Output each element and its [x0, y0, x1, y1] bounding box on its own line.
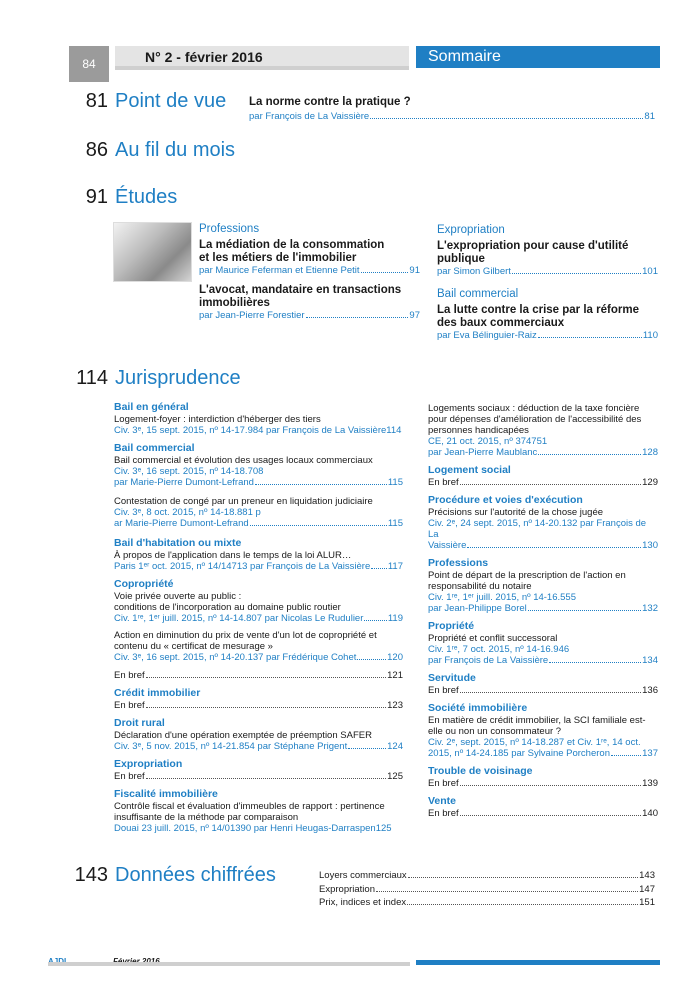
toc-entry[interactable]: Bail commercial Bail commercial et évolution des usages locaux commerciaux Civ. 3ᵉ, 16 sept. 2015, nº 14-18.708 par Marie-Pierre Dumont-Lefrand 115 — [114, 442, 403, 488]
toc-entry[interactable]: Action en diminution du prix de vente d'un lot de copropriété et contenu du « certificat de mesurage » Civ. 3ᵉ, 16 sept. 2015, nº 14-20.137 par Frédérique Cohet 120 — [114, 630, 403, 663]
article-photo — [113, 222, 192, 282]
article-ref: En bref 140 — [428, 808, 658, 819]
article-ref: En bref 129 — [428, 477, 658, 488]
article-ref: En bref 123 — [114, 700, 403, 711]
article-ref: Douai 23 juill. 2015, nº 14/01390 par Henri Heugas-Darraspen 125 — [114, 823, 392, 834]
article-ref: En bref 139 — [428, 778, 658, 789]
toc-entry[interactable] — [249, 96, 655, 122]
header-divider — [115, 66, 409, 70]
etudes-right — [437, 223, 658, 341]
article-ref: par Jean-Pierre Forestier 97 — [199, 310, 420, 321]
article-ref: par Maurice Feferman et Etienne Petit 91 — [199, 265, 420, 276]
article-ref: par Simon Gilbert 101 — [437, 266, 658, 277]
article-ref: Civ. 3ᵉ, 16 sept. 2015, nº 14-20.137 par Frédérique Cohet 120 — [114, 652, 403, 663]
article-ref: Paris 1ᵉʳ oct. 2015, nº 14/14713 par François de La Vaissière 117 — [114, 561, 403, 572]
article-ref: par Jean-Philippe Borel 132 — [428, 603, 658, 614]
category-label: Professions — [199, 223, 260, 235]
toc-entry[interactable]: Prix, indices et index 151 — [319, 897, 655, 908]
section-number: 114 — [76, 367, 108, 389]
section-number: 81 — [85, 90, 108, 112]
toc-entry[interactable]: L'expropriation pour cause d'utilité publique par Simon Gilbert 101 — [437, 240, 658, 277]
article-ref: En bref 121 — [114, 670, 403, 681]
toc-entry[interactable]: Professions Point de départ de la prescription de l'action en responsabilité du notaire Civ. 1ʳᵉ, 1ᵉʳ juill. 2015, nº 14-16.555 par Jean-Philippe Borel 132 — [428, 557, 658, 614]
toc-entry[interactable]: Copropriété Voie privée ouverte au public : conditions de l'incorporation au domaine public routier Civ. 1ʳᵉ, 1ᵉʳ juill. 2015, nº 14-14.807 par Nicolas Le Rudulier 119 — [114, 578, 403, 624]
article-ref: ar Marie-Pierre Dumont-Lefrand 115 — [114, 518, 403, 529]
juris-left — [114, 401, 403, 834]
article-ref: En bref 136 — [428, 685, 658, 696]
toc-entry[interactable]: Expropriation En bref 125 — [114, 758, 403, 782]
footer-divider — [48, 962, 410, 966]
toc-entry[interactable]: Contestation de congé par un preneur en liquidation judiciaire Civ. 3ᵉ, 8 oct. 2015, nº 14-18.881 p ar Marie-Pierre Dumont-Lefrand 115 — [114, 496, 403, 529]
toc-entry[interactable]: Société immobilière En matière de crédit immobilier, la SCI familiale est- elle ou non un consommateur ? Civ. 2ᵉ, sept. 2015, nº 14-18.287 et Civ. 1ʳᵉ, 14 oct. 2015, nº 14-24.185 par Sylvaine Porcheron 137 — [428, 702, 658, 759]
toc-entry[interactable]: Propriété Propriété et conflit successoral Civ. 1ʳᵉ, 7 oct. 2015, nº 14-16.946 par François de La Vaissière 134 — [428, 620, 658, 666]
article-ref: par François de La Vaissière 134 — [428, 655, 658, 666]
article-title: La norme contre la pratique ? — [249, 96, 411, 108]
section-heading: Données chiffrées — [115, 864, 276, 886]
etudes-left — [199, 222, 420, 321]
toc-entry[interactable]: La médiation de la consommation et les métiers de l'immobilier par Maurice Feferman et Etienne Petit 91 — [199, 239, 420, 276]
article-ref: par François de La Vaissière 81 — [249, 111, 655, 122]
toc-entry[interactable]: Expropriation 147 — [319, 883, 655, 895]
toc-entry[interactable]: Crédit immobilier En bref 123 — [114, 687, 403, 711]
section-point-de-vue — [60, 90, 226, 120]
toc-entry[interactable]: Bail d'habitation ou mixte À propos de l'application dans le temps de la loi ALUR… Paris 1ᵉʳ oct. 2015, nº 14/14713 par François de La Vaissière 117 — [114, 537, 403, 572]
section-number: 143 — [74, 864, 108, 886]
section-title: Sommaire — [416, 46, 660, 68]
toc-entry[interactable]: L'avocat, mandataire en transactions immobilières par Jean-Pierre Forestier 97 — [199, 284, 420, 321]
toc-entry[interactable]: Droit rural Déclaration d'une opération exemptée de préemption SAFER Civ. 3ᵉ, 5 nov. 2015, nº 14-21.854 par Stéphane Prigent 124 — [114, 717, 403, 752]
section-heading: Études — [115, 186, 178, 208]
toc-entry[interactable]: Servitude En bref 136 — [428, 672, 658, 696]
donnees-list — [319, 869, 655, 910]
article-ref: par Marie-Pierre Dumont-Lefrand 115 — [114, 477, 403, 488]
toc-entry[interactable] — [114, 670, 403, 681]
toc-entry[interactable]: Trouble de voisinage En bref 139 — [428, 765, 658, 789]
article-ref: Vaissière 130 — [428, 540, 658, 551]
article-ref: Civ. 3ᵉ, 15 sept. 2015, nº 14-17.984 par François de La Vaissière 114 — [114, 425, 402, 436]
toc-entry[interactable]: La lutte contre la crise par la réforme des baux commerciaux par Eva Bélinguier-Raiz 110 — [437, 304, 658, 341]
footer-accent-bar — [416, 960, 660, 965]
page-number: 84 — [69, 46, 109, 82]
section-number: 91 — [85, 186, 108, 208]
toc-entry[interactable]: Vente En bref 140 — [428, 795, 658, 819]
section-number: 86 — [85, 139, 108, 161]
section-heading: Point de vue — [115, 90, 227, 112]
toc-entry[interactable]: Bail en général Logement-foyer : interdiction d'héberger des tiers Civ. 3ᵉ, 15 sept. 2015, nº 14-17.984 par François de La Vaissière 114 — [114, 401, 402, 436]
section-heading: Jurisprudence — [115, 367, 241, 389]
section-donnees-chiffrees — [60, 864, 276, 894]
article-ref: 2015, nº 14-24.185 par Sylvaine Porcheron 137 — [428, 748, 658, 759]
toc-entry[interactable]: Fiscalité immobilière Contrôle fiscal et évaluation d'immeubles de rapport : pertinence insuffisante de la méthode par comparaison Douai 23 juill. 2015, nº 14/01390 par Henri Heugas-Darraspen 125 — [114, 788, 403, 834]
section-heading: Au fil du mois — [115, 139, 236, 161]
category-label: Bail commercial — [437, 288, 519, 300]
article-ref: En bref 125 — [114, 771, 403, 782]
juris-right — [428, 403, 658, 819]
article-ref: Civ. 3ᵉ, 5 nov. 2015, nº 14-21.854 par Stéphane Prigent 124 — [114, 741, 403, 752]
toc-entry[interactable]: Logements sociaux : déduction de la taxe foncière pour dépenses d'amélioration de l'accessibilité des personnes handicapées CE, 21 oct. 2015, nº 374751 par Jean-Pierre Maublanc 128 — [428, 403, 658, 458]
section-etudes — [60, 186, 177, 216]
issue-label: N° 2 - février 2016 — [115, 46, 409, 68]
article-ref: par Jean-Pierre Maublanc 128 — [428, 447, 658, 458]
category-label: Expropriation — [437, 224, 505, 236]
toc-entry[interactable]: Loyers commerciaux 143 — [319, 870, 655, 881]
section-jurisprudence — [60, 367, 241, 397]
article-ref: par Eva Bélinguier-Raiz 110 — [437, 330, 658, 341]
section-au-fil-du-mois[interactable] — [60, 139, 235, 169]
article-ref: Civ. 1ʳᵉ, 1ᵉʳ juill. 2015, nº 14-14.807 par Nicolas Le Rudulier 119 — [114, 613, 403, 624]
toc-entry[interactable]: Procédure et voies d'exécution Précisions sur l'autorité de la chose jugée Civ. 2ᵉ, 24 sept. 2015, nº 14-20.132 par François de La Vaissière 130 — [428, 494, 658, 551]
toc-entry[interactable]: Logement social En bref 129 — [428, 464, 658, 488]
